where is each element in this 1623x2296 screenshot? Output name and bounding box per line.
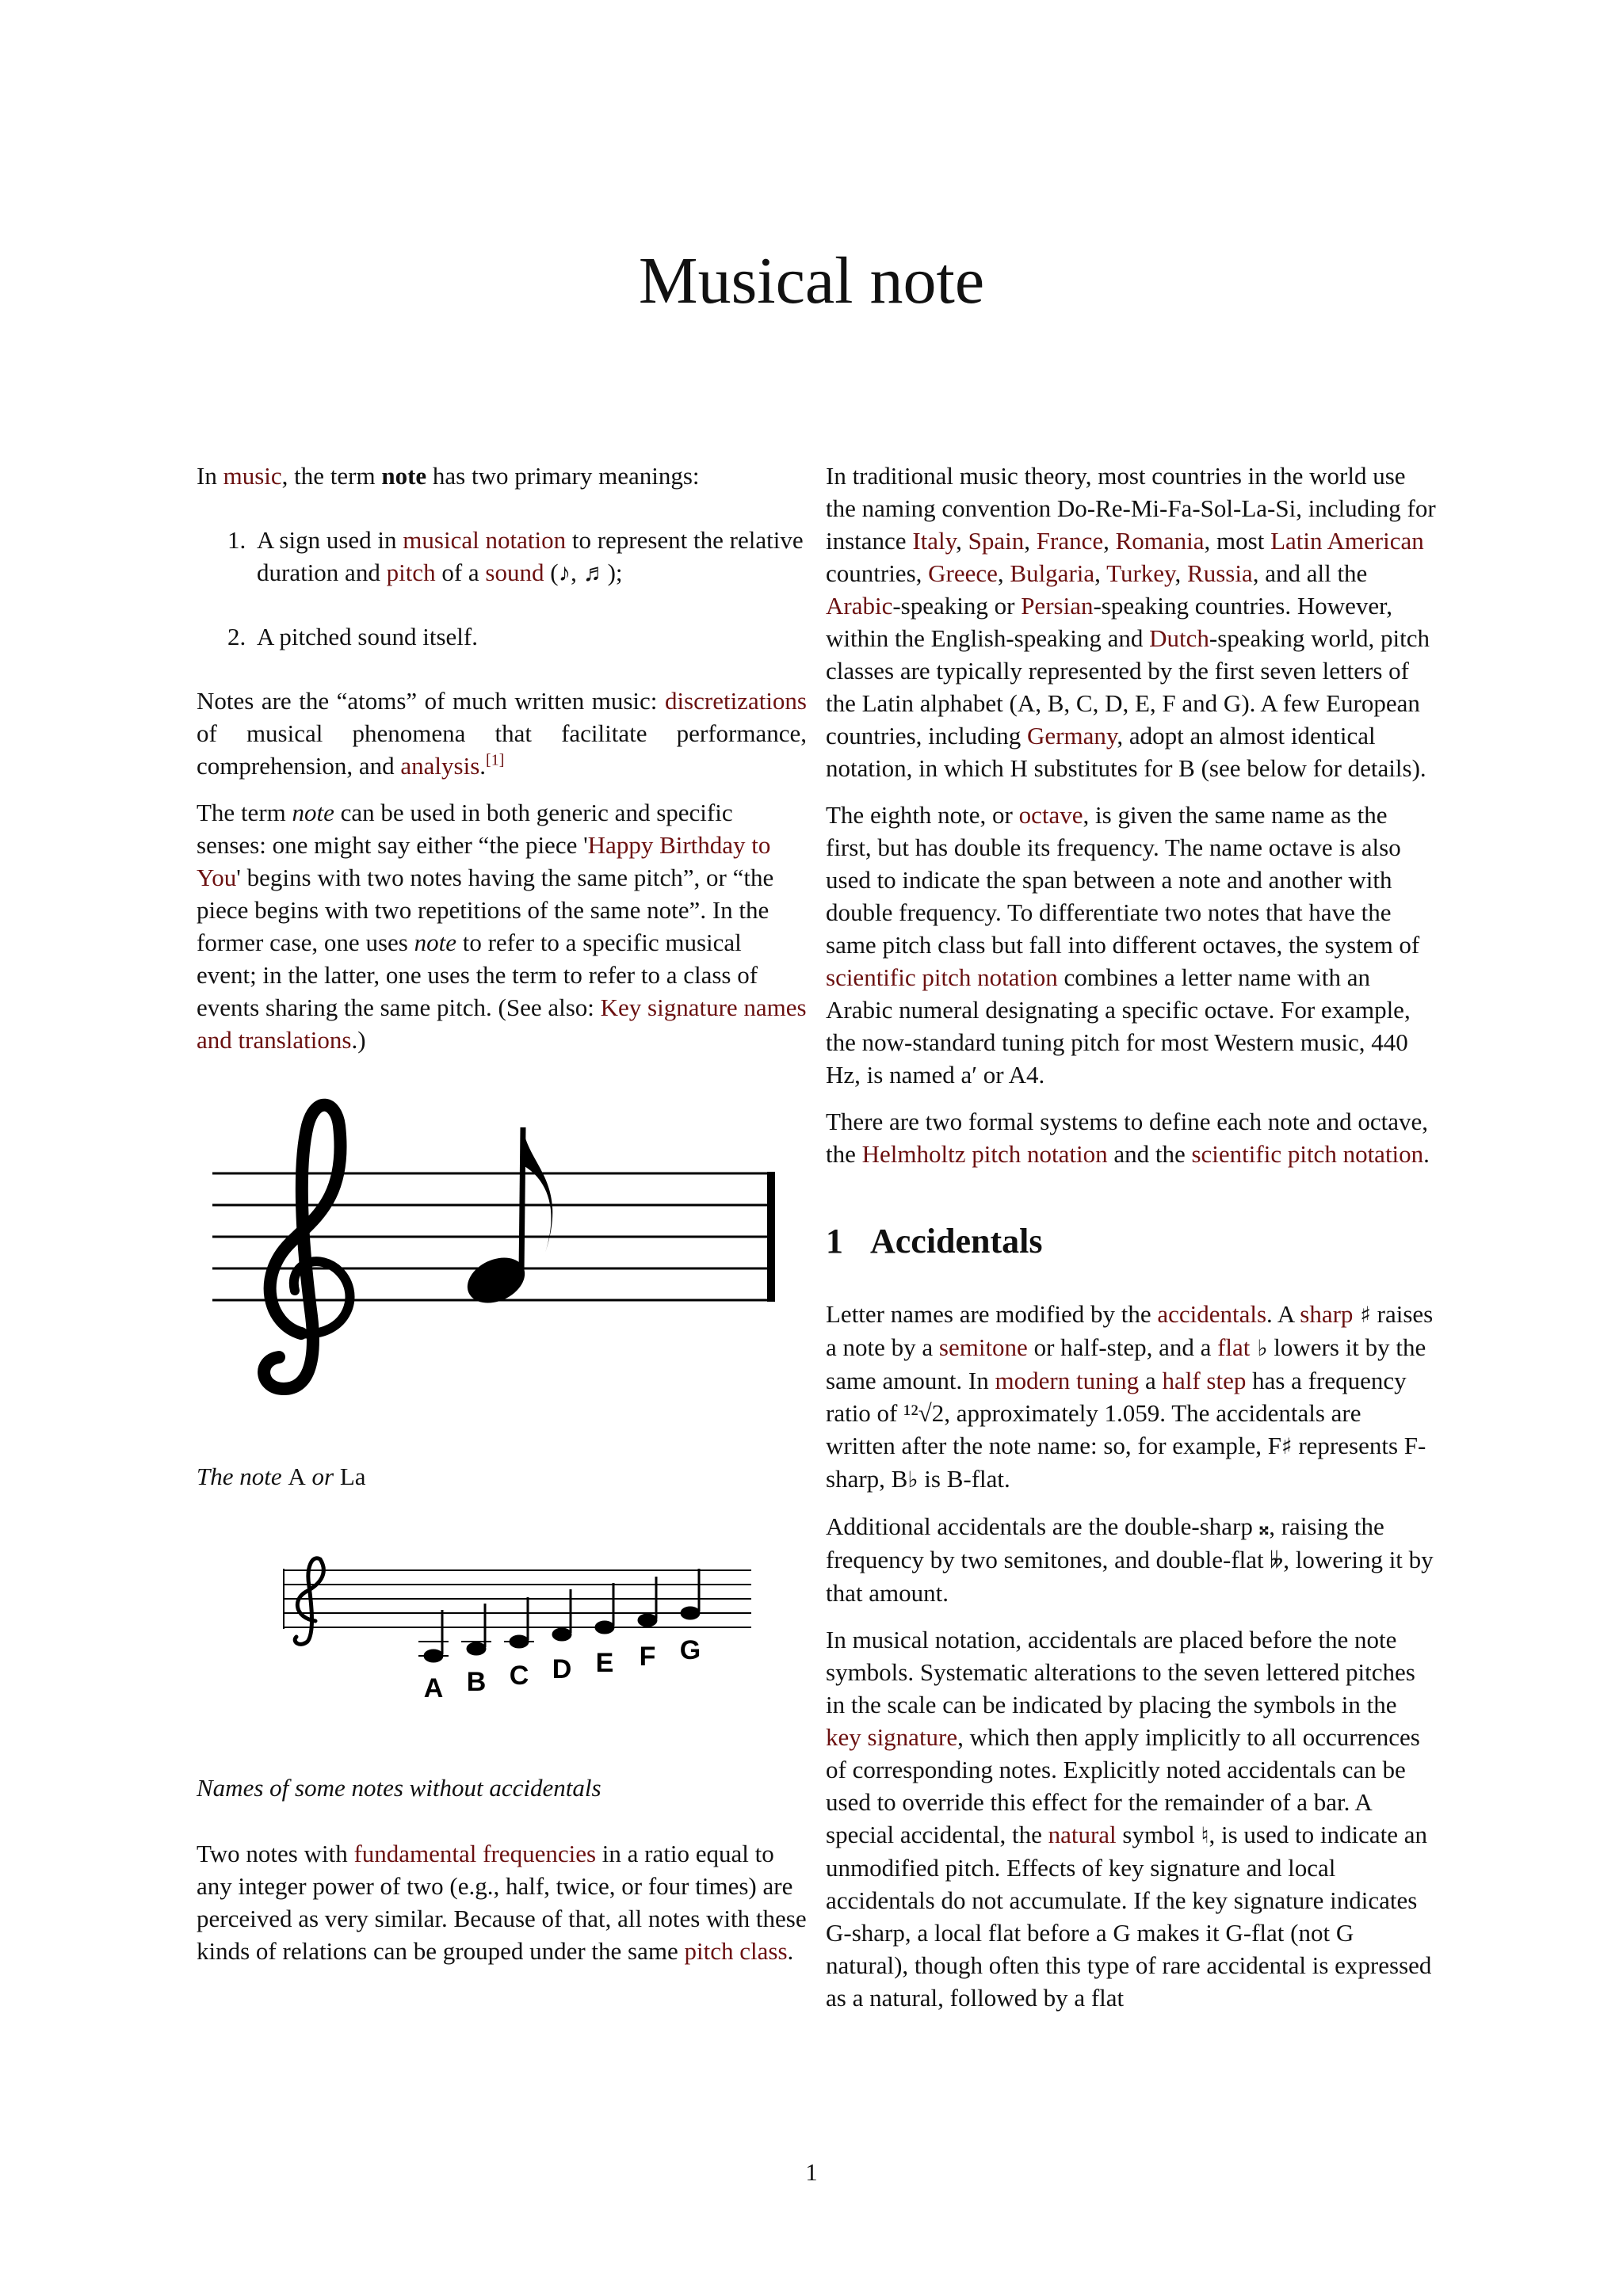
flat-icon: ♭ <box>1250 1334 1268 1361</box>
link-analysis[interactable]: analysis <box>400 752 480 780</box>
note-letter: G <box>679 1635 701 1665</box>
left-column <box>197 460 807 1981</box>
link-key-signature[interactable]: key signature <box>826 1722 958 1751</box>
link-scientific-pitch-notation[interactable]: scientific pitch notation <box>826 963 1058 991</box>
note-letter: E <box>595 1648 614 1678</box>
link-latin-american[interactable]: Latin American <box>1270 527 1424 555</box>
list-item: 1. A sign used in musical notation to represent the relative duration and pitch of a sound (♪, ♬); <box>252 524 807 589</box>
note-letter: F <box>639 1642 656 1672</box>
link-pitch-class[interactable]: pitch class <box>684 1937 788 1965</box>
note-letter: C <box>509 1661 529 1691</box>
treble-clef-icon <box>264 1105 340 1389</box>
link-discretizations[interactable]: discretizations <box>664 687 807 715</box>
link-pitch[interactable]: pitch <box>386 559 436 586</box>
link-natural[interactable]: natural <box>1048 1820 1117 1848</box>
atoms-paragraph: Notes are the “atoms” of much written music: discretizations of musical phenomena that facilitate performance, comprehension, and analysis.[1] <box>197 687 807 780</box>
right-column <box>826 460 1436 2028</box>
citation-link[interactable]: [1] <box>486 751 505 769</box>
page-number: 1 <box>805 2158 818 2186</box>
sharp-icon: ♯ <box>1281 1432 1293 1459</box>
flat-icon: ♭ <box>907 1466 918 1493</box>
link-greece[interactable]: Greece <box>928 559 998 587</box>
link-romania[interactable]: Romania <box>1115 527 1205 555</box>
formal-systems-paragraph: There are two formal systems to define each note and octave, the Helmholtz pitch notation and the scientific pitch notation. <box>826 1108 1430 1168</box>
link-dutch[interactable]: Dutch <box>1149 624 1209 652</box>
link-italy[interactable]: Italy <box>912 527 957 555</box>
sharp-icon: ♯ <box>1353 1301 1371 1328</box>
double-accidentals-paragraph: Additional accidentals are the double-sharp 𝄪, raising the frequency by two semitones, and double-flat 𝄫, lowering it by that amount. <box>826 1512 1434 1607</box>
link-key-signature-names[interactable]: Key signature names and translations <box>197 994 807 1054</box>
link-spain[interactable]: Spain <box>968 527 1025 555</box>
link-sound[interactable]: sound <box>485 559 544 586</box>
link-happy-birthday[interactable]: Happy Birthday to You <box>197 831 771 891</box>
intro-paragraph: In music, the term note has two primary meanings: <box>197 462 700 490</box>
term-note-paragraph: The term note can be used in both generic and specific senses: one might say either “the piece 'Happy Birthday to You' begins with two notes having the same pitch”, or “the piece begins with two repetitions of the same note”. In the former case, one uses note to refer to a specific musical event; in the latter, one uses the term to refer to a class of events sharing the same pitch. (See also: Key signature names and translations.) <box>197 799 807 1054</box>
link-fundamental-frequencies[interactable]: fundamental frequencies <box>353 1840 597 1867</box>
accidentals-paragraph: Letter names are modified by the accidentals. A sharp ♯ raises a note by a semitone or half-step, and a flat ♭ lowers it by the same amount. In modern tuning a half step has a frequency ratio of ¹²√2, approximately 1.059. The accidentals are written after the note name: so, for example, F♯ represents F-sharp, B♭ is B-flat. <box>826 1299 1434 1493</box>
link-turkey[interactable]: Turkey <box>1106 559 1175 587</box>
note-letter: B <box>466 1667 487 1697</box>
note-a-figure <box>197 1078 807 1443</box>
page-title: Musical note <box>638 244 985 318</box>
naming-convention-paragraph: In traditional music theory, most countries in the world use the naming convention Do-Re-Mi-Fa-Sol-La-Si, including for instance Italy, Spain, France, Romania, most Latin American countries, Greece, Bulgaria, Turkey, Russia, and all the Arabic-speaking or Persian-speaking countries. However, within the English-speaking and Dutch-speaking world, pitch classes are typically represented by the first seven letters of the Latin alphabet (A, B, C, D, E, F and G). A few European countries, including Germany, adopt an almost identical notation, in which H substitutes for B (see below for details). <box>826 462 1436 782</box>
link-modern-tuning[interactable]: modern tuning <box>995 1366 1140 1394</box>
link-musical-notation[interactable]: musical notation <box>403 526 567 554</box>
link-persian[interactable]: Persian <box>1021 592 1094 620</box>
note-letter: D <box>552 1654 572 1684</box>
double-flat-icon: 𝄫 <box>1270 1547 1284 1573</box>
link-music[interactable]: music <box>223 462 282 490</box>
link-helmholtz-pitch-notation[interactable]: Helmholtz pitch notation <box>861 1140 1108 1168</box>
link-france[interactable]: France <box>1036 527 1104 555</box>
link-semitone[interactable]: semitone <box>938 1333 1028 1361</box>
list-item: 2. A pitched sound itself. <box>252 620 807 653</box>
section-heading-accidentals: 1 Accidentals <box>826 1222 1043 1261</box>
meanings-list <box>197 524 807 653</box>
figure-caption-note-names: Names of some notes without accidentals <box>197 1774 601 1802</box>
note-flag-icon <box>523 1127 552 1253</box>
link-bulgaria[interactable]: Bulgaria <box>1010 559 1095 587</box>
note-letter: A <box>423 1673 444 1703</box>
link-half-step[interactable]: half step <box>1162 1366 1247 1394</box>
link-arabic[interactable]: Arabic <box>826 592 893 620</box>
link-scientific-pitch-notation[interactable]: scientific pitch notation <box>1191 1140 1424 1168</box>
link-flat[interactable]: flat <box>1217 1333 1251 1361</box>
key-signature-paragraph: In musical notation, accidentals are placed before the note symbols. Systematic alterations to the seven lettered pitches in the scale can be indicated by placing the symbols in the key signature, which then apply implicitly to all occurrences of corresponding notes. Explicitly noted accidentals can be used to override this effect for the remainder of a bar. A special accidental, the natural symbol ♮, is used to indicate an unmodified pitch. Effects of key signature and local accidentals do not accumulate. If the key signature indicates G-sharp, a local flat before a G makes it G-flat (not G natural), though often this type of rare accidental is expressed as a natural, followed by a flat <box>826 1625 1432 2012</box>
octave-equivalence-paragraph: Two notes with fundamental frequencies in a ratio equal to any integer power of two (e.g., half, twice, or four times) are perceived as very similar. Because of that, all notes with these kinds of relations can be grouped under the same pitch class. <box>197 1840 807 1965</box>
treble-clef-icon <box>295 1558 323 1645</box>
figure-caption-note-a: The note A or La <box>197 1463 366 1490</box>
note-names-figure <box>197 1554 767 1713</box>
link-germany[interactable]: Germany <box>1026 722 1117 749</box>
link-octave[interactable]: octave <box>1018 801 1083 829</box>
link-russia[interactable]: Russia <box>1187 559 1253 587</box>
twelfth-root-formula: ¹²√2 <box>903 1398 945 1427</box>
double-sharp-icon: 𝄪 <box>1258 1513 1270 1540</box>
octave-paragraph: The eighth note, or octave, is given the same name as the first, but has double its frequency. The name octave is also used to indicate the span between a note and another with double frequency. To differentiate two notes that have the same pitch class but fall into different octaves, the system of scientific pitch notation combines a letter name with an Arabic numeral designating a specific octave. For example, the now-standard tuning pitch for most Western music, 440 Hz, is named a′ or A4. <box>826 801 1420 1089</box>
link-accidentals[interactable]: accidentals <box>1157 1299 1267 1328</box>
natural-icon: ♮ <box>1201 1821 1209 1848</box>
link-sharp[interactable]: sharp <box>1300 1299 1354 1328</box>
